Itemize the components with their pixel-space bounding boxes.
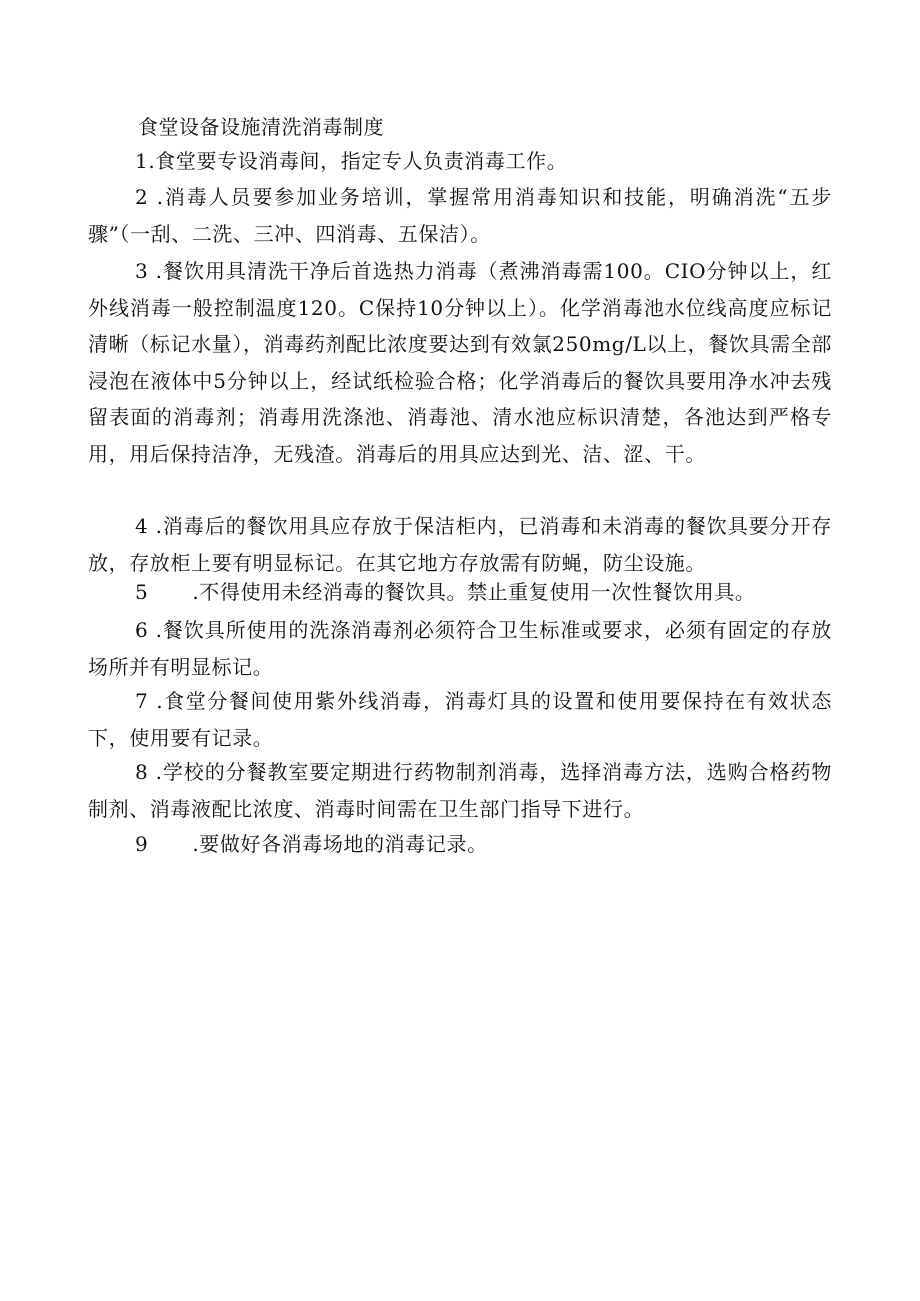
rule-text: .学校的分餐教室要定期进行药物制剂消毒，选择消毒方法，选购合格药物制剂、消毒液配比浓度、消毒时间需在卫生部门指导下进行。 bbox=[88, 760, 832, 821]
rule-number: 6 bbox=[135, 618, 149, 642]
rule-number: 4 bbox=[135, 514, 149, 538]
rule-text: .食堂分餐间使用紫外线消毒，消毒灯具的设置和使用要保持在有效状态下，使用要有记录。 bbox=[88, 689, 832, 750]
rule-number: 5 bbox=[135, 580, 149, 604]
rule-item-1 bbox=[88, 143, 832, 180]
document-title: 食堂设备设施清洗消毒制度 bbox=[138, 115, 384, 139]
rule-text: .消毒后的餐饮用具应存放于保洁柜内，已消毒和未消毒的餐饮具要分开存放，存放柜上要有明显标记。在其它地方存放需有防蝇，防尘设施。 bbox=[88, 514, 832, 575]
rule-number: 3 bbox=[135, 259, 149, 283]
rule-item-2 bbox=[88, 179, 832, 252]
rule-text: .消毒人员要参加业务培训，掌握常用消毒知识和技能，明确消洗“五步骤”（一刮、二洗、三冲、四消毒、五保洁）。 bbox=[88, 185, 833, 246]
rule-text: .要做好各消毒场地的消毒记录。 bbox=[192, 832, 488, 856]
rule-item-5 bbox=[88, 574, 832, 611]
rule-item-9 bbox=[88, 826, 832, 863]
rule-text: .不得使用未经消毒的餐饮具。禁止重复使用一次性餐饮用具。 bbox=[192, 580, 756, 604]
rule-text: .餐饮用具清洗干净后首选热力消毒（煮沸消毒需100。CIO分钟以上，红外线消毒一般控制温度120。C保持10分钟以上）。化学消毒池水位线高度应标记清晰（标记水量），消毒药剂配比浓度要达到有效氯250mg∕L以上，餐饮具需全部浸泡在液体中5分钟以上，经试纸检验合格；化学消毒后的餐饮具要用净水冲去残留表面的消毒剂；消毒用洗涤池、消毒池、清水池应标识清楚，各池达到严格专用，用后保持洁净，无残渣。消毒后的用具应达到光、洁、涩、干。 bbox=[88, 259, 832, 466]
rule-number: 2 bbox=[135, 185, 149, 209]
rule-item-6 bbox=[88, 612, 832, 685]
rule-number: 7 bbox=[135, 689, 149, 713]
rule-item-3 bbox=[88, 253, 832, 472]
rule-text: 食堂要专设消毒间，指定专人负责消毒工作。 bbox=[155, 149, 568, 173]
rule-item-4 bbox=[88, 508, 832, 581]
rule-text: .餐饮具所使用的洗涤消毒剂必须符合卫生标准或要求，必须有固定的存放场所并有明显标记。 bbox=[88, 618, 832, 679]
rule-number: 9 bbox=[135, 832, 149, 856]
rule-number: 1. bbox=[135, 149, 156, 173]
rule-number: 8 bbox=[135, 760, 149, 784]
rule-item-8 bbox=[88, 754, 832, 827]
rule-item-7 bbox=[88, 683, 832, 756]
